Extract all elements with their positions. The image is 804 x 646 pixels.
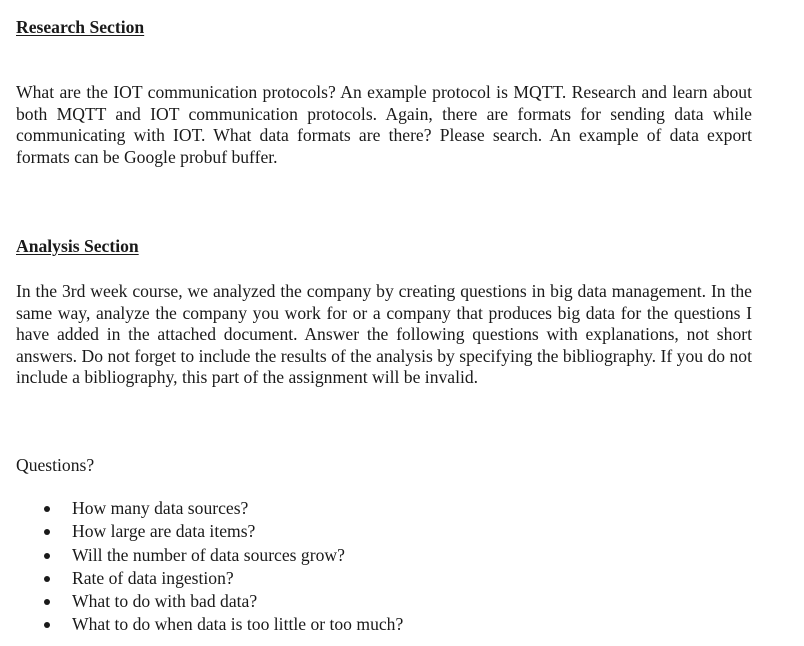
question-text: Rate of data ingestion? — [72, 567, 234, 588]
questions-title: Questions? — [16, 455, 95, 475]
bullet-icon — [44, 553, 50, 559]
research-paragraph: What are the IOT communication protocols? An example protocol is MQTT. Research and learn about both MQTT and IOT communication protocols. Again, there are formats for sending data while communicating with IOT. What data formats are there? Please search. An example of data export formats can be Google probuf buffer. — [16, 82, 752, 167]
bullet-icon — [44, 576, 50, 582]
analysis-section-heading: Analysis Section — [16, 236, 139, 256]
question-text: How large are data items? — [72, 521, 256, 542]
list-item — [16, 520, 403, 543]
question-text: Will the number of data sources grow? — [72, 544, 345, 565]
analysis-paragraph: In the 3rd week course, we analyzed the company by creating questions in big data management. In the same way, analyze the company you work for or a company that produces big data for the questions I have added in the attached document. Answer the following questions with explanations, not short answers. Do not forget to include the results of the analysis by specifying the bibliography. If you do not include a bibliography, this part of the assignment will be invalid. — [16, 281, 752, 388]
bullet-icon — [44, 622, 50, 628]
bullet-icon — [44, 529, 50, 535]
list-item — [16, 497, 403, 520]
bullet-icon — [44, 506, 50, 512]
list-item — [16, 613, 403, 636]
question-text: What to do when data is too little or too much? — [72, 614, 404, 635]
list-item — [16, 567, 403, 590]
research-section-heading: Research Section — [16, 17, 145, 37]
bullet-icon — [44, 599, 50, 605]
question-text: How many data sources? — [72, 498, 249, 518]
list-item — [16, 590, 403, 613]
question-text: What to do with bad data? — [72, 591, 258, 612]
list-item — [16, 544, 403, 567]
questions-list — [16, 497, 403, 637]
